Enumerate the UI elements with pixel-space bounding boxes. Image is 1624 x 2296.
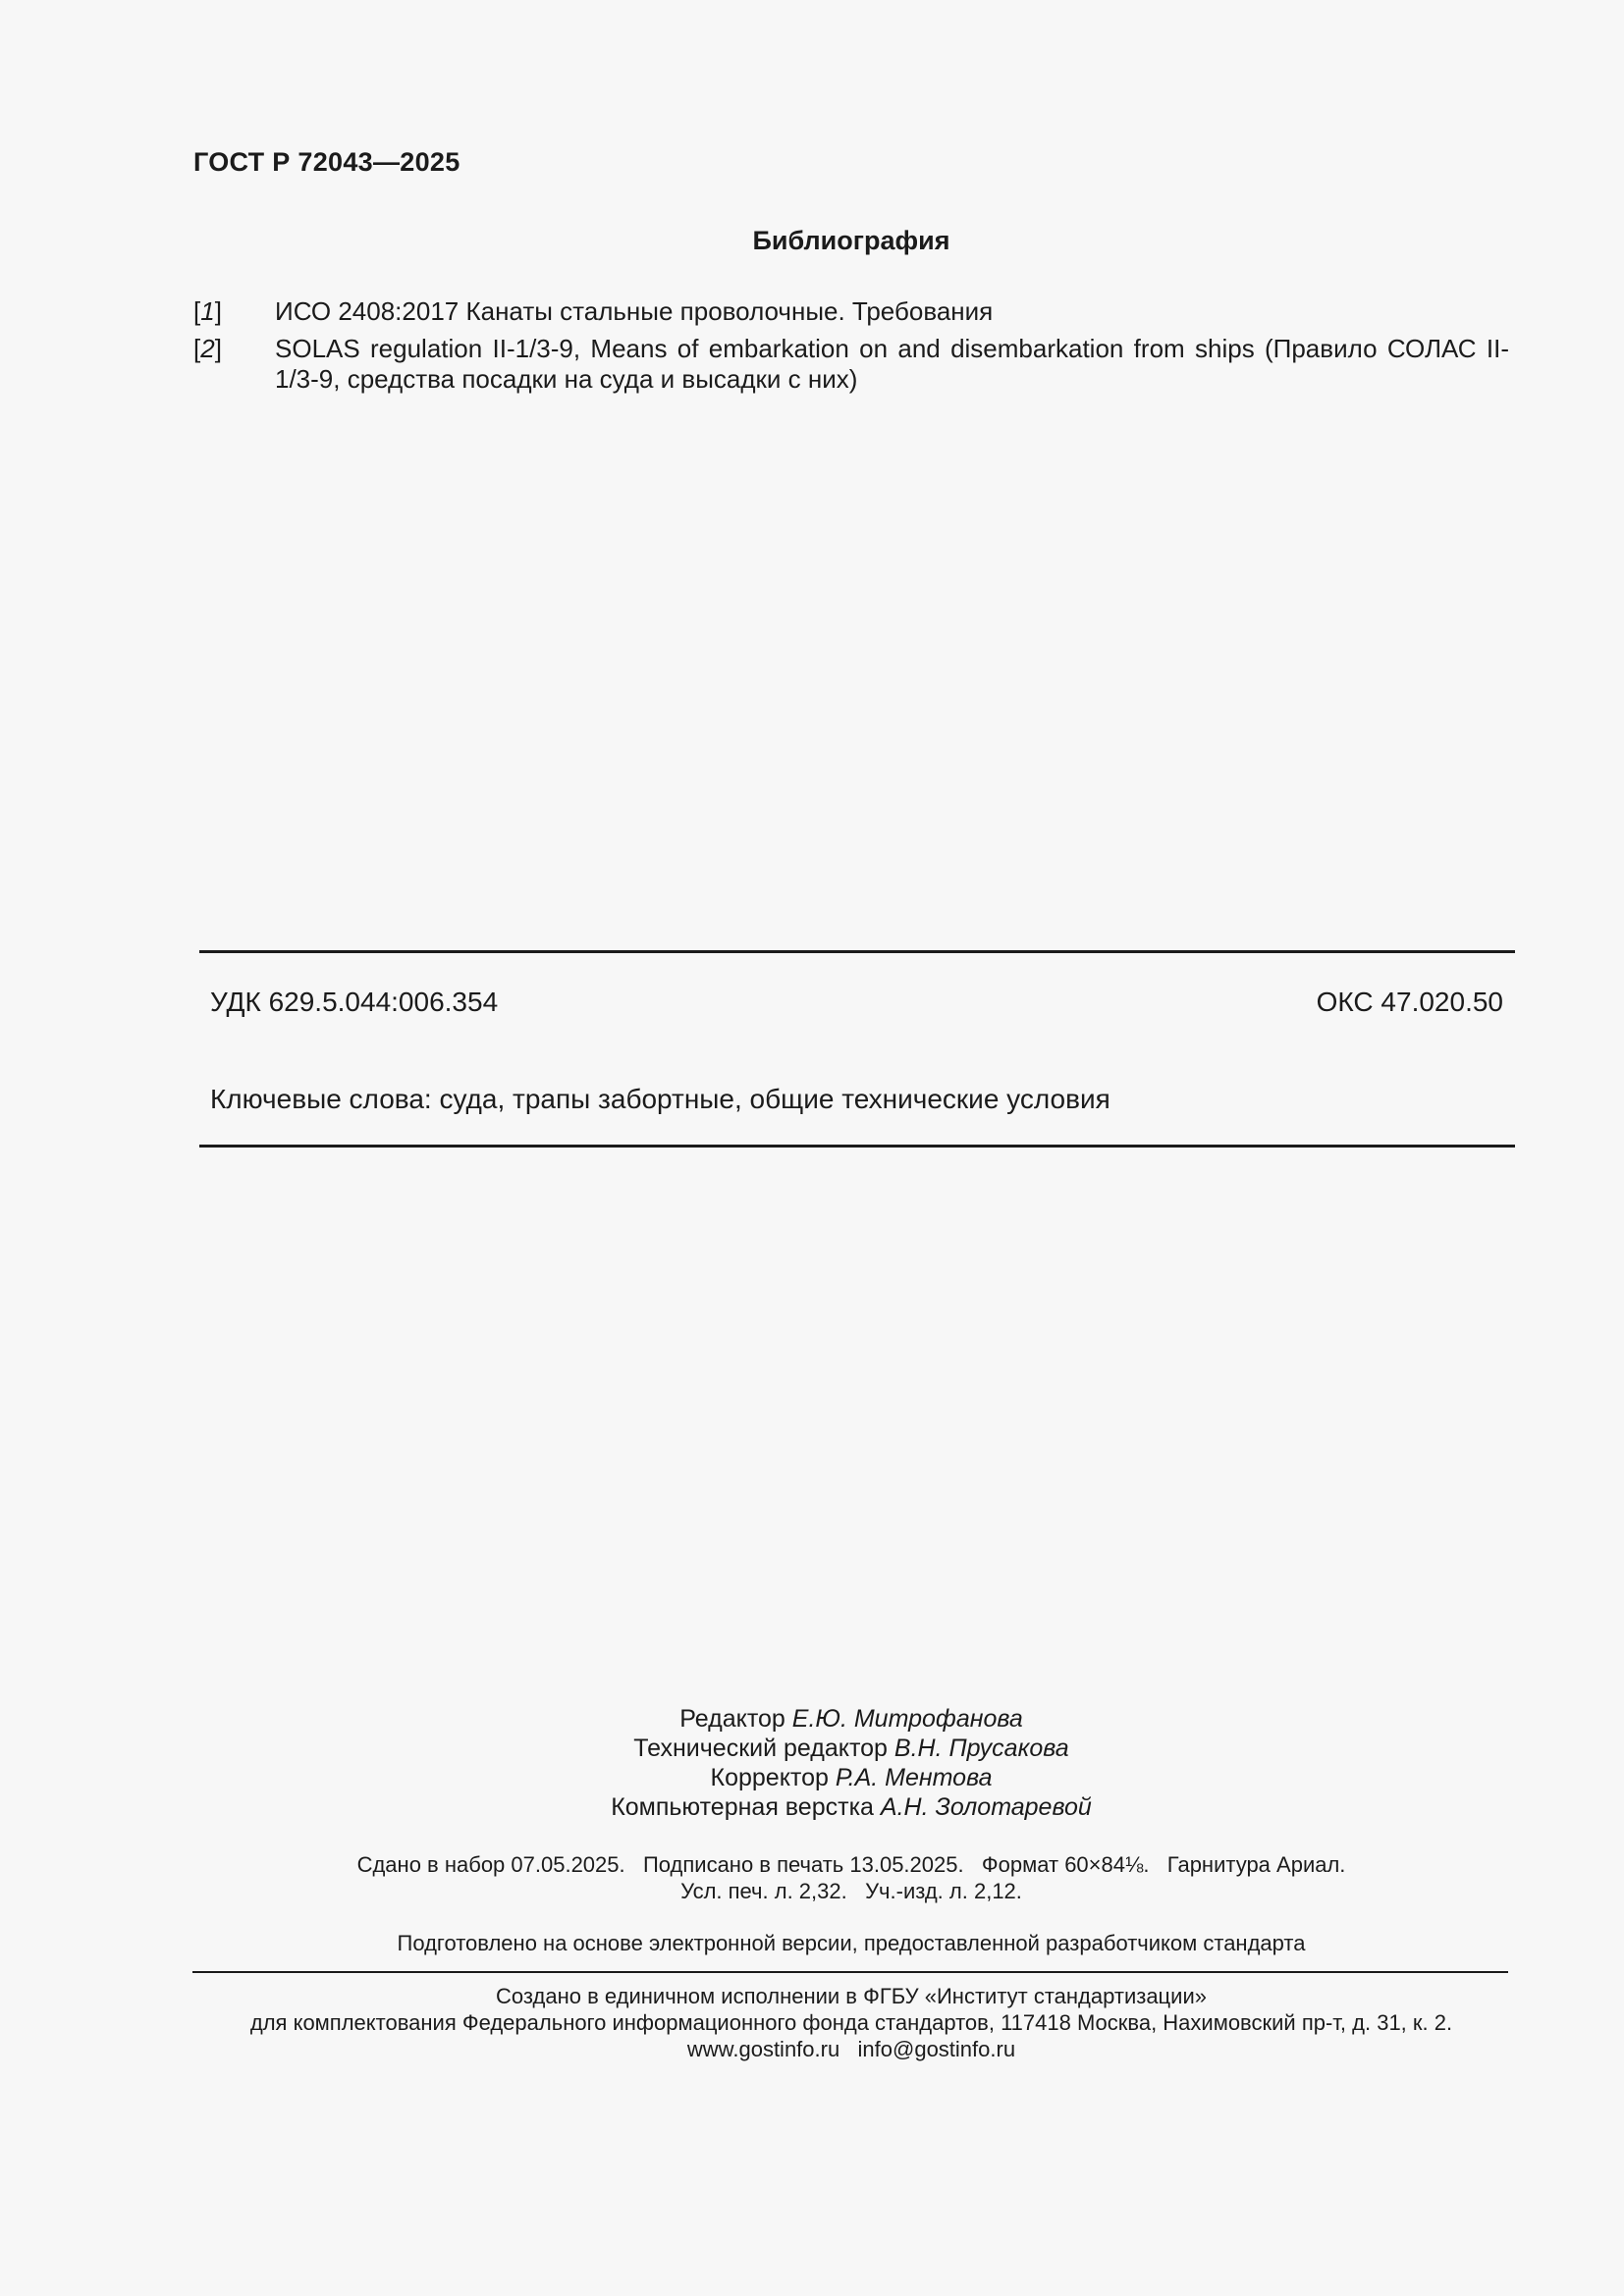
credit-name: Р.А. Ментова <box>835 1764 993 1791</box>
divider-footer <box>192 1971 1508 1973</box>
credit-role: Редактор <box>679 1705 785 1733</box>
divider-bottom <box>199 1145 1515 1148</box>
udk-code: УДК 629.5.044:006.354 <box>210 987 499 1017</box>
bibliography-item <box>193 296 1509 327</box>
bibliography-item-number: [1] <box>193 296 222 326</box>
credit-line <box>79 1734 1624 1763</box>
credit-role: Корректор <box>710 1764 829 1791</box>
print-info <box>0 1851 1624 1904</box>
credit-role: Компьютерная верстка <box>611 1793 874 1821</box>
credit-name: А.Н. Золотаревой <box>880 1793 1092 1821</box>
credit-line <box>79 1704 1624 1734</box>
divider-top <box>199 950 1515 953</box>
bibliography-item-number: [2] <box>193 334 222 363</box>
publisher-line: Создано в единичном исполнении в ФГБУ «Институт стандартизации» <box>496 1984 1207 2008</box>
credit-line <box>79 1792 1624 1822</box>
bibliography-item-text: SOLAS regulation II-1/3-9, Means of embarkation on and disembarkation from ships (Правило СОЛАС II-1/3-9, средства посадки на суда и высадки с них) <box>275 334 1509 394</box>
credit-name: Е.Ю. Митрофанова <box>791 1705 1023 1733</box>
print-info-line: Усл. печ. л. 2,32. Уч.-изд. л. 2,12. <box>680 1879 1022 1903</box>
document-code: ГОСТ Р 72043—2025 <box>193 147 460 177</box>
publisher-line: www.gostinfo.ru info@gostinfo.ru <box>686 2037 1016 2061</box>
oks-code: ОКС 47.020.50 <box>1316 987 1503 1017</box>
credits-block <box>0 1704 1624 1822</box>
prepared-note: Подготовлено на основе электронной версии, предоставленной разработчиком стандарта <box>397 1931 1306 1955</box>
credit-name: В.Н. Прусакова <box>893 1735 1069 1762</box>
credit-line <box>79 1763 1624 1792</box>
bibliography-title: Библиография <box>752 226 950 255</box>
bibliography-item-text: ИСО 2408:2017 Канаты стальные проволочные. Требования <box>275 296 994 326</box>
bibliography-item <box>193 334 1509 395</box>
publisher-line: для комплектования Федерального информационного фонда стандартов, 117418 Москва, Нахимовский пр-т, д. 31, к. 2. <box>249 2010 1453 2035</box>
credit-role: Технический редактор <box>633 1735 888 1762</box>
print-info-line: Сдано в набор 07.05.2025. Подписано в печать 13.05.2025. Формат 60×84⅛. Гарнитура Ариал. <box>356 1852 1346 1877</box>
publisher-info <box>0 1983 1624 2062</box>
keywords: Ключевые слова: суда, трапы забортные, общие технические условия <box>210 1084 1110 1114</box>
